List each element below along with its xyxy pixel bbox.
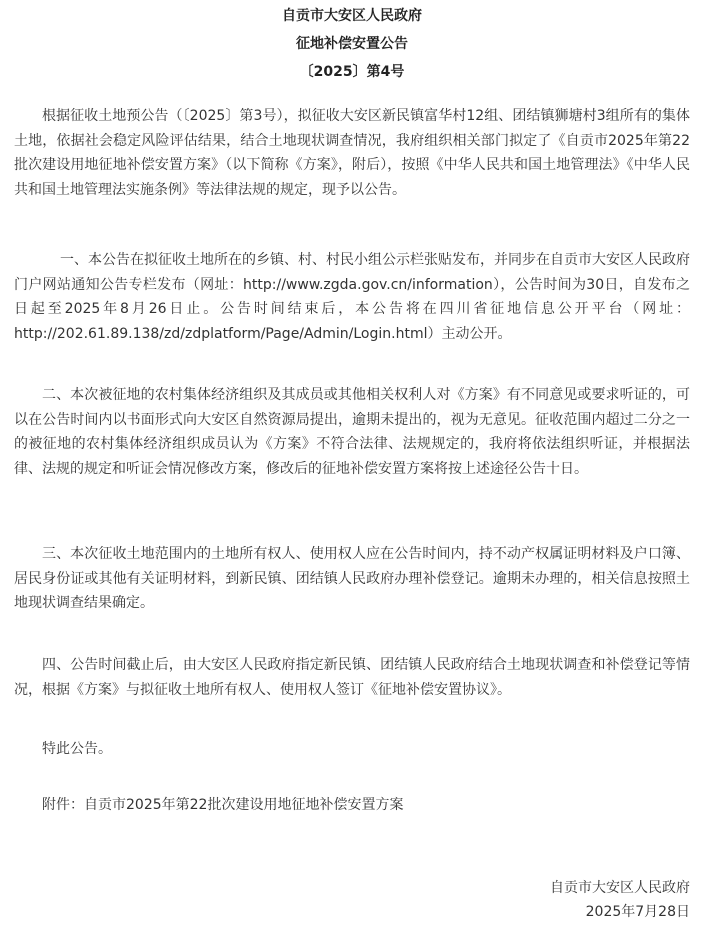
closing-line: 特此公告。 <box>42 741 112 757</box>
announcement-page <box>0 2 704 928</box>
item-4-paragraph: 四、公告时间截止后，由大安区人民政府指定新民镇、团结镇人民政府结合土地现状调查和补偿登记等情况，根据《方案》与拟征收土地所有权人、使用权人签订《征地补偿安置协议》。 <box>14 657 690 698</box>
item-1-paragraph: 一、本公告在拟征收土地所在的乡镇、村、村民小组公示栏张贴发布，并同步在自贡市大安区人民政府门户网站通知公告专栏发布（网址：http://www.zgda.gov.cn/information），公告时间为30日，自发布之日起至2025年8月26日止。公告时间结束后，本公告将在四川省征地信息公开平台（网址：http://202.61.89.138/zd/zdplatform/Page/Admin/Login.html）主动公开。 <box>14 252 690 342</box>
document-title: 征地补偿安置公告 <box>296 36 408 52</box>
item-2-paragraph: 二、本次被征地的农村集体经济组织及其成员或其他相关权利人对《方案》有不同意见或要求听证的，可以在公告时间内以书面形式向大安区自然资源局提出，逾期未提出的，视为无意见。征收范围内超过二分之一的被征地的农村集体经济组织成员认为《方案》不符合法律、法规规定的，我府将依法组织听证，并根据法律、法规的规定和听证会情况修改方案，修改后的征地补偿安置方案将按上述途径公告十日。 <box>14 387 690 477</box>
document-number: 〔2025〕第4号 <box>299 64 405 80</box>
attachment-line: 附件：自贡市2025年第22批次建设用地征地补偿安置方案 <box>42 797 404 813</box>
signature-date: 2025年7月28日 <box>585 904 690 920</box>
signature-block <box>550 876 690 924</box>
document-header <box>0 2 704 86</box>
intro-paragraph: 根据征收土地预公告（〔2025〕第3号），拟征收大安区新民镇富华村12组、团结镇狮塘村3组所有的集体土地，依据社会稳定风险评估结果，结合土地现状调查情况，我府组织相关部门拟定了《自贡市2025年第22批次建设用地征地补偿安置方案》（以下简称《方案》，附后），按照《中华人民共和国土地管理法》《中华人民共和国土地管理法实施条例》等法律法规的规定，现予以公告。 <box>14 108 690 198</box>
issuing-org-title: 自贡市大安区人民政府 <box>282 8 422 24</box>
item-3-paragraph: 三、本次征收土地范围内的土地所有权人、使用权人应在公告时间内，持不动产权属证明材料及户口簿、居民身份证或其他有关证明材料，到新民镇、团结镇人民政府办理补偿登记。逾期未办理的，相关信息按照土地现状调查结果确定。 <box>14 546 690 611</box>
signature-org: 自贡市大安区人民政府 <box>550 880 690 896</box>
